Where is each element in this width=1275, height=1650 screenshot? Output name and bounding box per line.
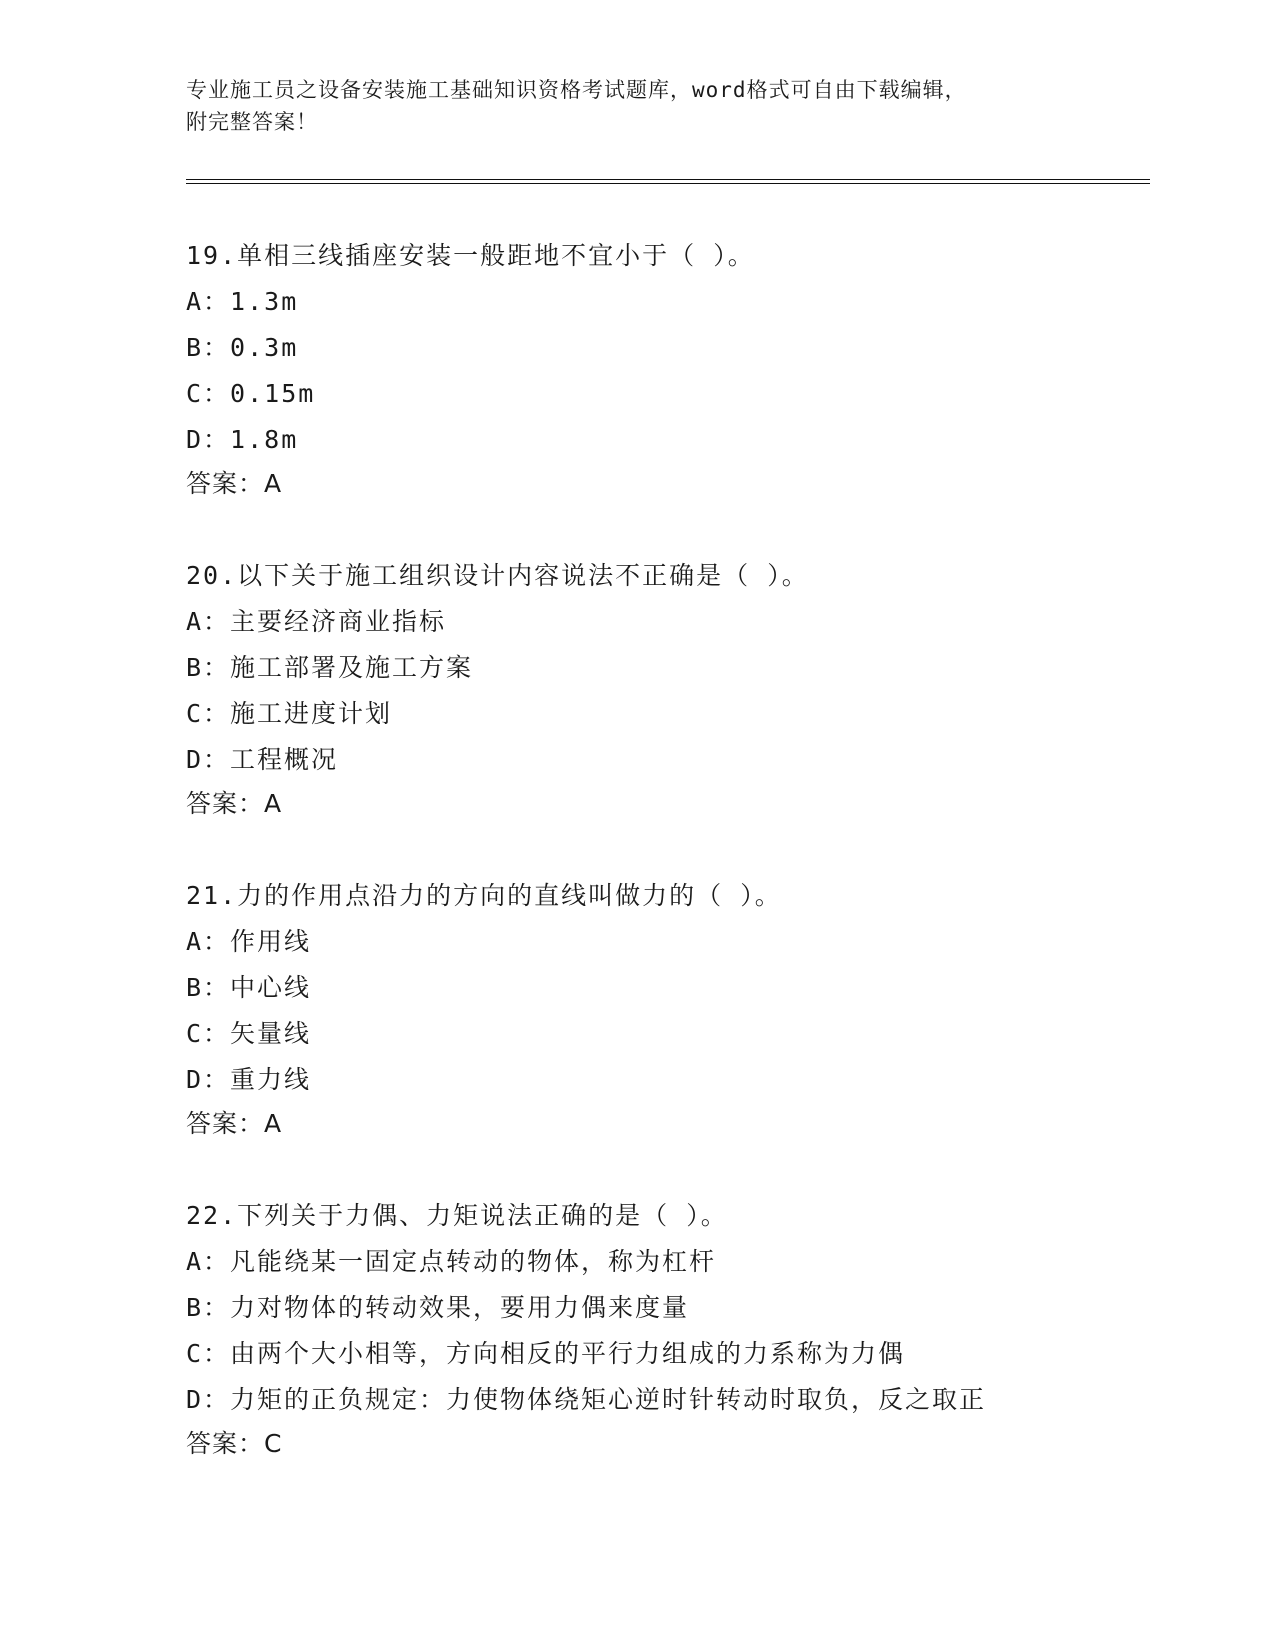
option-b: B：0.3m bbox=[186, 333, 299, 362]
question-stem: 20.以下关于施工组织设计内容说法不正确是（ ）。 bbox=[186, 561, 809, 590]
option-d: D：力矩的正负规定：力使物体绕矩心逆时针转动时取负，反之取正 bbox=[186, 1385, 987, 1414]
question-stem: 21.力的作用点沿力的方向的直线叫做力的（ ）。 bbox=[186, 881, 782, 910]
answer: 答案：A bbox=[186, 789, 283, 818]
header-line-2: 附完整答案！ bbox=[186, 110, 318, 134]
option-a: A：凡能绕某一固定点转动的物体，称为杠杆 bbox=[186, 1247, 717, 1276]
option-b: B：中心线 bbox=[186, 973, 312, 1002]
answer: 答案：C bbox=[186, 1429, 283, 1458]
option-a: A：1.3m bbox=[186, 287, 299, 316]
option-c: C：由两个大小相等，方向相反的平行力组成的力系称为力偶 bbox=[186, 1339, 906, 1368]
answer: 答案：A bbox=[186, 1109, 283, 1138]
option-b: B：力对物体的转动效果，要用力偶来度量 bbox=[186, 1293, 690, 1322]
question-19 bbox=[186, 240, 1146, 500]
header-line-1: 专业施工员之设备安装施工基础知识资格考试题库，word格式可自由下载编辑， bbox=[186, 78, 967, 102]
question-20 bbox=[186, 560, 1146, 820]
question-22 bbox=[186, 1200, 1146, 1460]
option-d: D：重力线 bbox=[186, 1065, 312, 1094]
option-c: C：矢量线 bbox=[186, 1019, 312, 1048]
answer: 答案：A bbox=[186, 469, 283, 498]
option-a: A：作用线 bbox=[186, 927, 312, 956]
option-d: D：工程概况 bbox=[186, 745, 339, 774]
option-b: B：施工部署及施工方案 bbox=[186, 653, 474, 682]
question-stem: 22.下列关于力偶、力矩说法正确的是（ ）。 bbox=[186, 1201, 728, 1230]
question-stem: 19.单相三线插座安装一般距地不宜小于（ ）。 bbox=[186, 241, 755, 270]
document-header bbox=[186, 74, 1086, 138]
question-21 bbox=[186, 880, 1146, 1140]
option-c: C：施工进度计划 bbox=[186, 699, 393, 728]
header-divider-bottom bbox=[186, 183, 1150, 184]
header-divider-top bbox=[186, 179, 1150, 180]
option-d: D：1.8m bbox=[186, 425, 299, 454]
option-c: C：0.15m bbox=[186, 379, 316, 408]
option-a: A：主要经济商业指标 bbox=[186, 607, 447, 636]
